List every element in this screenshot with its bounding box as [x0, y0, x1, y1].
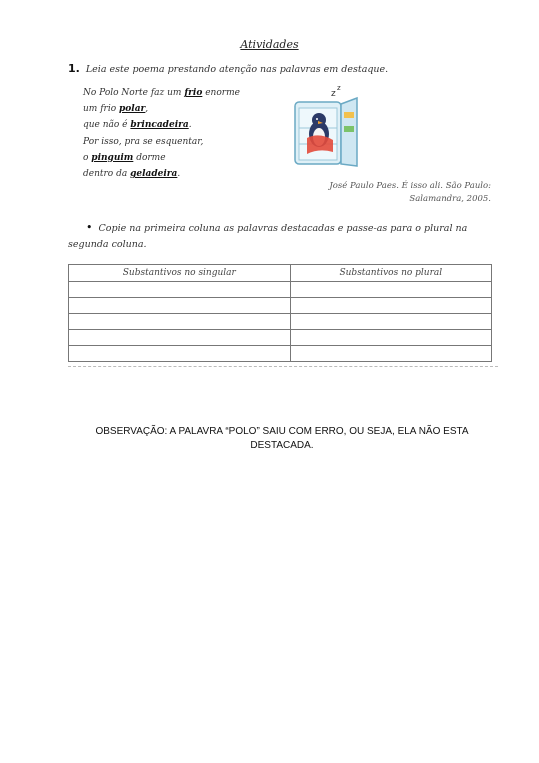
table-row: [69, 330, 492, 346]
poem-line: [83, 85, 240, 101]
poem-line: [83, 166, 240, 182]
highlighted-word: pinguim: [91, 152, 134, 163]
poem-text: enorme: [202, 88, 240, 98]
question-number: 1.: [68, 62, 80, 75]
table-row: [69, 282, 492, 298]
question-text: Leia este poema prestando atenção nas palavras em destaque.: [85, 64, 389, 75]
instruction-text: Copie na primeira coluna as palavras destacadas e passe-as para o plural na segunda coluna.: [68, 223, 468, 250]
table-cell[interactable]: [290, 314, 491, 330]
poem-credit: [329, 180, 491, 206]
poem: [83, 85, 240, 182]
penguin-in-fridge-illustration: [287, 82, 365, 170]
column-header-singular: Substantivos no singular: [69, 265, 291, 282]
table-row: [69, 298, 492, 314]
poem-text: um frio: [83, 104, 119, 115]
svg-text:z: z: [331, 89, 336, 99]
table-cell[interactable]: [290, 346, 491, 362]
observation-note: OBSERVAÇÃO: A PALAVRA “POLO” SAIU COM ERRO, OU SEJA, ELA NÃO ESTA DESTACADA.: [95, 426, 469, 451]
dashed-divider: [68, 366, 498, 367]
highlighted-word: polar: [118, 104, 146, 115]
poem-line: [83, 150, 240, 166]
bullet: •: [86, 221, 93, 234]
question-1: [68, 62, 388, 75]
table-cell[interactable]: [69, 314, 291, 330]
poem-text: .: [177, 169, 181, 180]
poem-line: [83, 101, 240, 117]
svg-text:z: z: [337, 84, 341, 92]
poem-text: dorme: [133, 152, 166, 163]
page-title: Atividades: [240, 38, 299, 51]
table-row: [69, 346, 492, 362]
table-cell[interactable]: [290, 330, 491, 346]
poem-text: que não é: [83, 120, 131, 131]
poem-line: [83, 117, 240, 133]
instruction: [68, 220, 496, 253]
highlighted-word: brincadeira: [130, 120, 189, 131]
table-cell[interactable]: [290, 282, 491, 298]
table-cell[interactable]: [69, 282, 291, 298]
table-header-row: [69, 265, 492, 282]
poem-text: Por isso, pra se esquentar,: [83, 136, 204, 147]
poem-text: dentro da: [83, 169, 131, 180]
column-header-plural: Substantivos no plural: [290, 265, 491, 282]
poem-text: No Polo Norte faz um: [83, 88, 185, 98]
table-cell[interactable]: [290, 298, 491, 314]
poem-line: [83, 134, 240, 150]
table-cell[interactable]: [69, 346, 291, 362]
credit-line: Salamandra, 2005.: [409, 194, 491, 204]
credit-line: José Paulo Paes. É isso ali. São Paulo:: [329, 181, 491, 191]
table-row: [69, 314, 492, 330]
table-cell[interactable]: [69, 298, 291, 314]
table-cell[interactable]: [69, 330, 291, 346]
poem-text: o: [83, 152, 92, 163]
highlighted-word: geladeira: [130, 169, 178, 180]
highlighted-word: frio: [184, 88, 203, 98]
answer-table: [68, 264, 492, 362]
poem-text: ,: [145, 104, 149, 115]
poem-text: .: [188, 120, 192, 131]
